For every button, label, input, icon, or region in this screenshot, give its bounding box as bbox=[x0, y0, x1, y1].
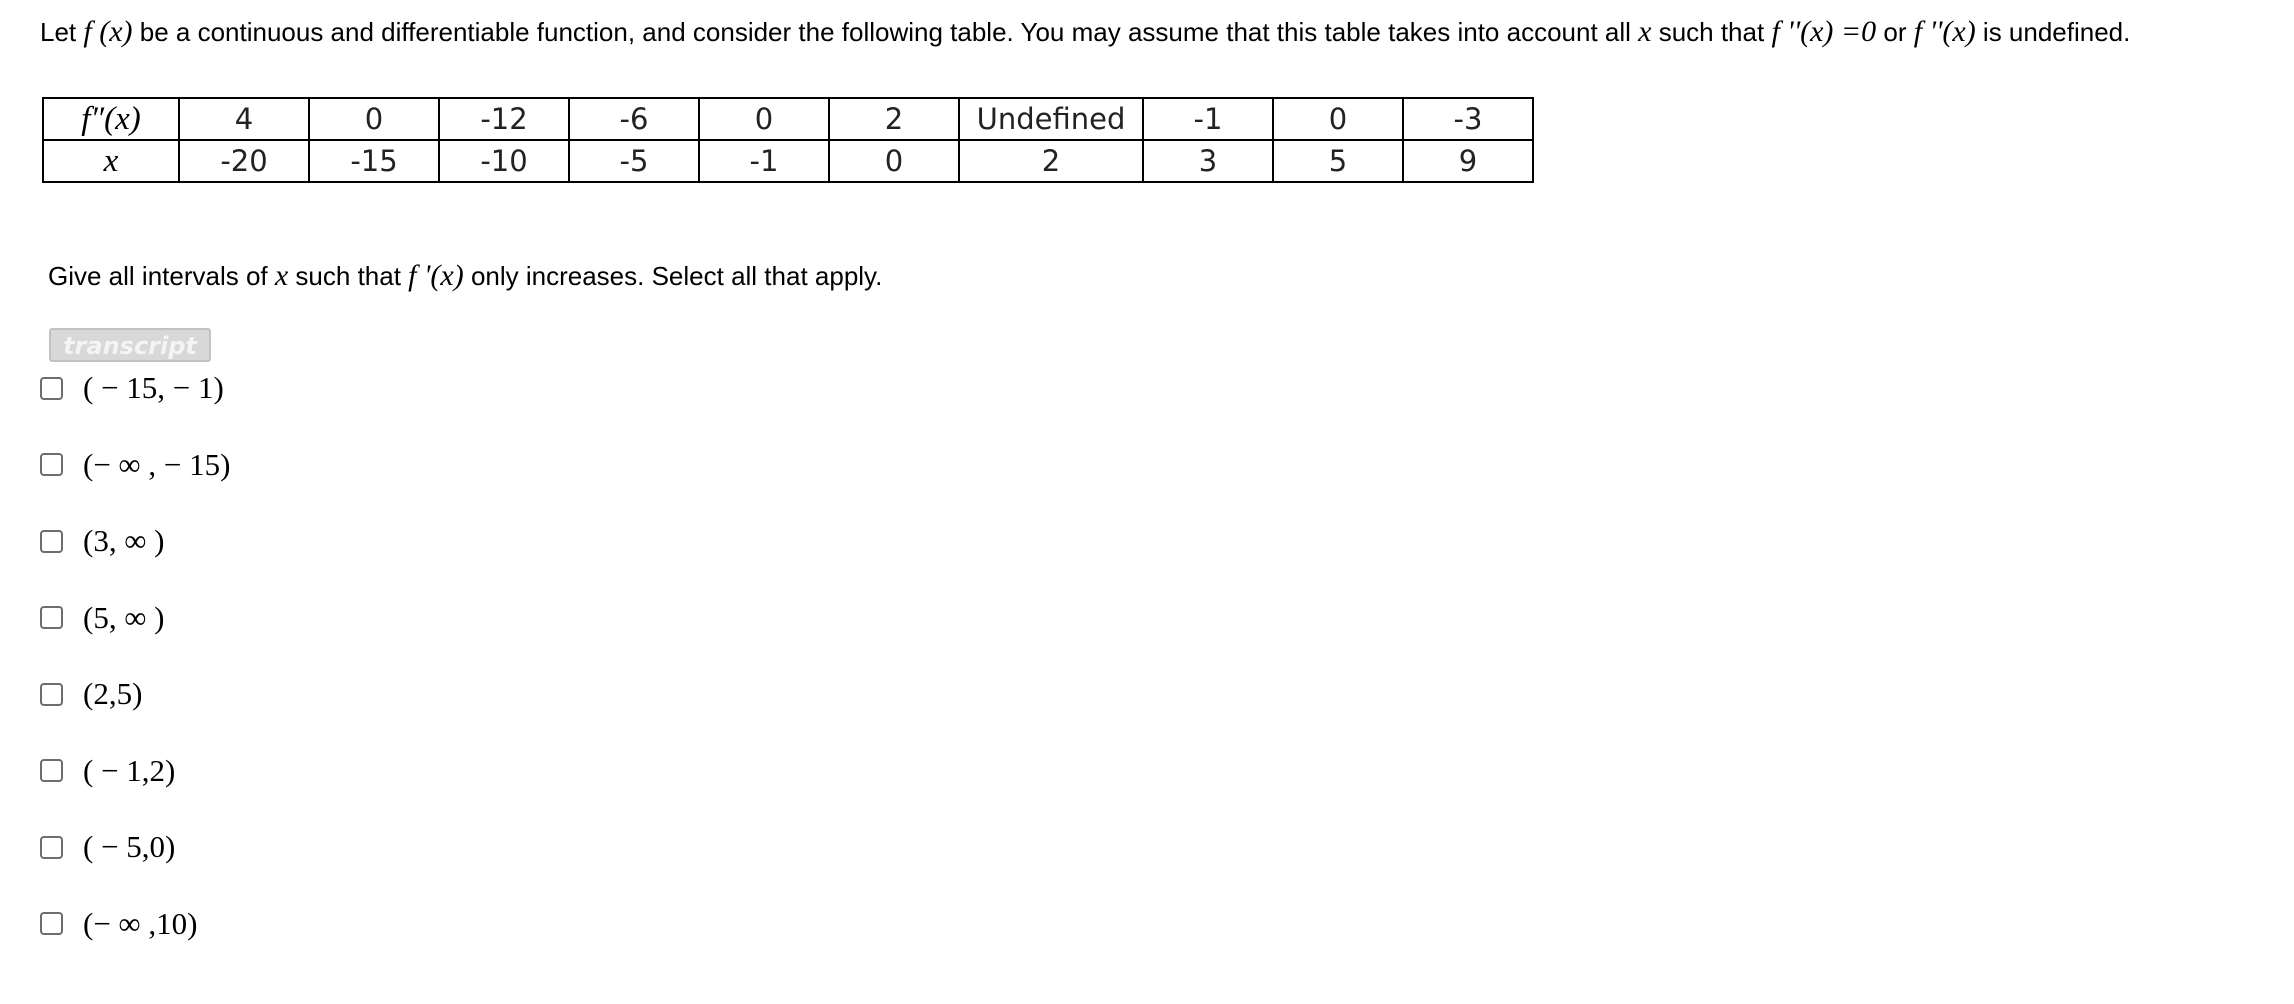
table-cell: 4 bbox=[179, 98, 309, 140]
table-cell: -20 bbox=[179, 140, 309, 182]
table-cell: -12 bbox=[439, 98, 569, 140]
option-label: ( − 5,0) bbox=[83, 829, 176, 864]
table-row-fpp bbox=[43, 98, 1533, 140]
problem-statement bbox=[40, 14, 2130, 50]
variable-x: x bbox=[274, 259, 289, 292]
table-cell: -6 bbox=[569, 98, 699, 140]
checkbox[interactable] bbox=[40, 836, 63, 859]
table-header-fpp: f″(x) bbox=[43, 98, 179, 140]
answer-option[interactable] bbox=[40, 753, 230, 789]
intro-text: be a continuous and differentiable function, and consider the following table. You may assume that this table takes into account all bbox=[132, 17, 1639, 47]
table-cell: Undefined bbox=[959, 98, 1143, 140]
question-text: such that bbox=[288, 261, 409, 291]
option-label: ( − 15, − 1) bbox=[83, 370, 224, 405]
function-notation: f (x) bbox=[83, 15, 133, 48]
option-label: (− ∞ ,10) bbox=[83, 905, 198, 941]
table-cell: 0 bbox=[829, 140, 959, 182]
option-label: (5, ∞ ) bbox=[83, 599, 165, 635]
variable-x: x bbox=[1638, 15, 1652, 48]
checkbox[interactable] bbox=[40, 912, 63, 935]
checkbox[interactable] bbox=[40, 530, 63, 553]
option-label: (2,5) bbox=[83, 676, 143, 711]
table-cell: 0 bbox=[699, 98, 829, 140]
checkbox[interactable] bbox=[40, 683, 63, 706]
option-label: (3, ∞ ) bbox=[83, 523, 165, 558]
intro-text: is undefined. bbox=[1975, 17, 2131, 47]
table-cell: 0 bbox=[309, 98, 439, 140]
table-row-x bbox=[43, 140, 1533, 182]
answer-options bbox=[40, 370, 230, 982]
answer-option[interactable] bbox=[40, 906, 230, 942]
answer-option[interactable] bbox=[40, 447, 230, 483]
second-derivative-zero: f ''(x) =0 bbox=[1771, 15, 1877, 48]
table-cell: -10 bbox=[439, 140, 569, 182]
checkbox[interactable] bbox=[40, 606, 63, 629]
answer-option[interactable] bbox=[40, 523, 230, 559]
intro-text: or bbox=[1876, 17, 1914, 47]
table-cell: -15 bbox=[309, 140, 439, 182]
transcript-button[interactable]: transcript bbox=[49, 328, 211, 362]
table-cell: 0 bbox=[1273, 98, 1403, 140]
table-cell: -5 bbox=[569, 140, 699, 182]
answer-option[interactable] bbox=[40, 829, 230, 865]
table-cell: -1 bbox=[699, 140, 829, 182]
table-cell: -3 bbox=[1403, 98, 1533, 140]
intro-text: Let bbox=[40, 17, 84, 47]
table-cell: 5 bbox=[1273, 140, 1403, 182]
answer-option[interactable] bbox=[40, 600, 230, 636]
table-cell: -1 bbox=[1143, 98, 1273, 140]
table-cell: 9 bbox=[1403, 140, 1533, 182]
question-prompt bbox=[48, 258, 882, 294]
table-cell: 2 bbox=[959, 140, 1143, 182]
table-cell: 3 bbox=[1143, 140, 1273, 182]
table-cell: 2 bbox=[829, 98, 959, 140]
question-text: only increases. Select all that apply. bbox=[463, 261, 883, 291]
second-derivative-undefined: f ''(x) bbox=[1913, 15, 1976, 48]
answer-option[interactable] bbox=[40, 676, 230, 712]
first-derivative: f '(x) bbox=[408, 259, 464, 292]
checkbox[interactable] bbox=[40, 453, 63, 476]
checkbox[interactable] bbox=[40, 377, 63, 400]
second-derivative-table bbox=[42, 97, 1534, 183]
question-text: Give all intervals of bbox=[48, 261, 275, 291]
checkbox[interactable] bbox=[40, 759, 63, 782]
answer-option[interactable] bbox=[40, 370, 230, 406]
intro-text: such that bbox=[1651, 17, 1772, 47]
option-label: ( − 1,2) bbox=[83, 752, 176, 788]
values-table-container bbox=[42, 97, 1534, 183]
table-header-x: x bbox=[43, 140, 179, 182]
option-label: (− ∞ , − 15) bbox=[83, 446, 231, 482]
